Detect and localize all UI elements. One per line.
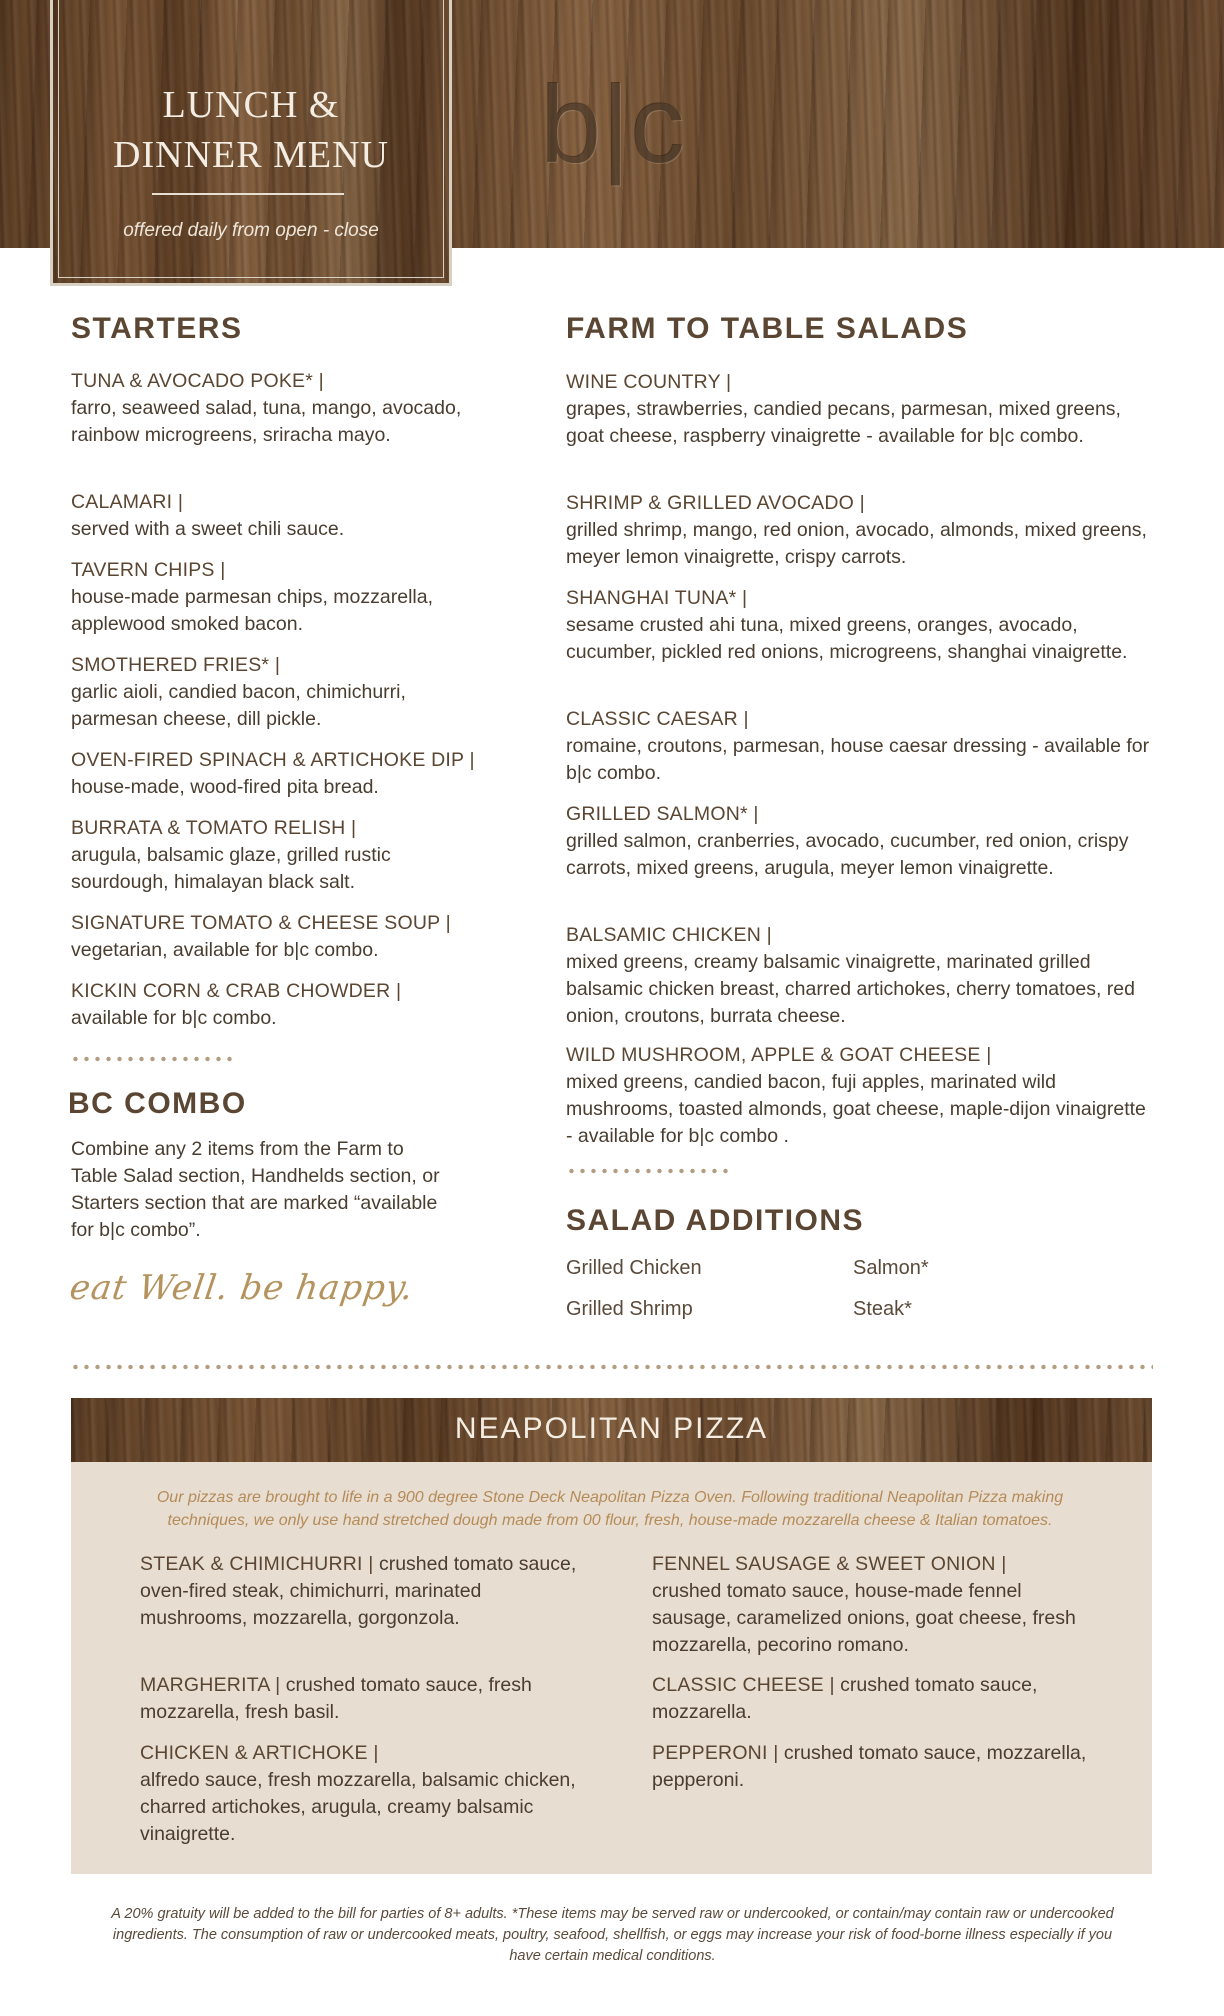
footer-disclaimer: A 20% gratuity will be added to the bill for parties of 8+ adults. *These items may be served raw or undercooked, or contain/may contain raw or undercooked ingredients. The consumption of raw or undercooked meats, poultry, seafood, shellfish, or eggs may increase your risk of food-borne illness especially if you have certain medical conditions.: [111, 1906, 1114, 1964]
pizza-item-desc: crushed tomato sauce, house-made fennel sausage, caramelized onions, goat cheese, fresh mozzarella, pecorino romano.: [652, 1580, 1076, 1656]
starter-item-desc: served with a sweet chili sauce.: [71, 518, 345, 540]
addition-item: Grilled Chicken: [566, 1257, 702, 1279]
pizza-item-desc: crushed tomato sauce, fresh mozzarella, fresh basil.: [140, 1674, 532, 1723]
starter-item-desc: arugula, balsamic glaze, grilled rustic sourdough, himalayan black salt.: [71, 844, 391, 893]
pizza-item: [140, 1672, 580, 1726]
pizza-item-name: PEPPERONI |: [652, 1742, 779, 1764]
salad-item-name: SHRIMP & GRILLED AVOCADO |: [566, 492, 865, 514]
pizza-item-name: MARGHERITA |: [140, 1674, 281, 1696]
pizza-item: [652, 1672, 1102, 1726]
starter-item: [71, 368, 471, 449]
salad-item: [566, 490, 1156, 571]
salad-item-desc: grilled shrimp, mango, red onion, avocado, almonds, mixed greens, meyer lemon vinaigrette, crispy carrots.: [566, 519, 1147, 568]
pizza-item-name: FENNEL SAUSAGE & SWEET ONION |: [652, 1553, 1007, 1575]
starter-item: [71, 815, 471, 896]
combo-title: BC COMBO: [68, 1087, 247, 1120]
pizza-item-desc: crushed tomato sauce, mozzarella.: [652, 1674, 1038, 1723]
starter-item-name: TAVERN CHIPS |: [71, 559, 226, 581]
salad-item: [566, 1042, 1156, 1150]
starter-item-name: SIGNATURE TOMATO & CHEESE SOUP |: [71, 912, 451, 934]
addition-item: Grilled Shrimp: [566, 1298, 693, 1320]
salad-item-desc: mixed greens, creamy balsamic vinaigrette, marinated grilled balsamic chicken breast, charred artichokes, cherry tomatoes, red onion, croutons, burrata cheese.: [566, 951, 1135, 1027]
menu-title: [52, 80, 450, 180]
dotted-divider: [566, 1168, 728, 1174]
tagline-signature: eat Well. be happy.: [67, 1268, 417, 1308]
starter-item: [71, 489, 471, 543]
pizza-item-desc: crushed tomato sauce, mozzarella, pepperoni.: [652, 1742, 1087, 1791]
dotted-divider-full: [70, 1364, 1153, 1370]
salad-item: [566, 585, 1156, 666]
salad-item-name: WILD MUSHROOM, APPLE & GOAT CHEESE |: [566, 1044, 992, 1066]
starter-item: [71, 747, 491, 801]
pizza-item-name: CHICKEN & ARTICHOKE |: [140, 1742, 379, 1764]
pizza-item-name: STEAK & CHIMICHURRI |: [140, 1553, 374, 1575]
pizza-item: [140, 1551, 580, 1632]
salad-item-desc: grapes, strawberries, candied pecans, parmesan, mixed greens, goat cheese, raspberry vinaigrette - available for b|c combo.: [566, 398, 1121, 447]
pizza-item-desc: crushed tomato sauce, oven-fired steak, chimichurri, marinated mushrooms, mozzarella, gorgonzola.: [140, 1553, 577, 1629]
starter-item-desc: house-made, wood-fired pita bread.: [71, 776, 379, 798]
combo-description: Combine any 2 items from the Farm to Table Salad section, Handhelds section, or Starters section that are marked “available for b|c combo”.: [71, 1138, 440, 1241]
salad-item: [566, 922, 1156, 1030]
starter-item-name: TUNA & AVOCADO POKE* |: [71, 370, 324, 392]
pizza-title: NEAPOLITAN PIZZA: [454, 1412, 769, 1445]
starter-item-desc: vegetarian, available for b|c combo.: [71, 939, 379, 961]
starter-item: [71, 910, 491, 964]
salad-item-name: CLASSIC CAESAR |: [566, 708, 749, 730]
starter-item: [71, 557, 471, 638]
starter-item-name: CALAMARI |: [71, 491, 184, 513]
salad-item-name: WINE COUNTRY |: [566, 371, 732, 393]
starter-item-name: BURRATA & TOMATO RELISH |: [71, 817, 357, 839]
bc-logo: b|c: [540, 63, 685, 186]
starter-item: [71, 978, 491, 1032]
starter-item-desc: farro, seaweed salad, tuna, mango, avocado, rainbow microgreens, sriracha mayo.: [71, 397, 462, 446]
pizza-item-name: CLASSIC CHEESE |: [652, 1674, 835, 1696]
menu-title-line1: LUNCH &: [162, 84, 340, 126]
starter-item-name: OVEN-FIRED SPINACH & ARTICHOKE DIP |: [71, 749, 475, 771]
salad-item: [566, 706, 1156, 787]
menu-subtitle: offered daily from open - close: [123, 220, 379, 241]
pizza-item-desc: alfredo sauce, fresh mozzarella, balsamic chicken, charred artichokes, arugula, creamy balsamic vinaigrette.: [140, 1769, 576, 1845]
salad-item-desc: mixed greens, candied bacon, fuji apples, marinated wild mushrooms, toasted almonds, goat cheese, maple-dijon vinaigrette - available for b|c combo .: [566, 1071, 1146, 1147]
salads-title: FARM TO TABLE SALADS: [566, 312, 969, 345]
addition-item: Steak*: [853, 1298, 912, 1320]
dotted-divider: [70, 1056, 232, 1062]
title-divider: [152, 193, 344, 195]
salad-item: [566, 369, 1156, 450]
menu-title-line2: DINNER MENU: [113, 134, 389, 176]
salad-item-name: SHANGHAI TUNA* |: [566, 587, 748, 609]
starter-item-name: SMOTHERED FRIES* |: [71, 654, 281, 676]
starter-item: [71, 652, 471, 733]
starters-title: STARTERS: [71, 312, 243, 345]
starter-item-desc: garlic aioli, candied bacon, chimichurri, parmesan cheese, dill pickle.: [71, 681, 406, 730]
salad-item-name: GRILLED SALMON* |: [566, 803, 759, 825]
additions-title: SALAD ADDITIONS: [566, 1204, 865, 1237]
salad-item-name: BALSAMIC CHICKEN |: [566, 924, 772, 946]
starter-item-desc: house-made parmesan chips, mozzarella, applewood smoked bacon.: [71, 586, 434, 635]
starter-item-name: KICKIN CORN & CRAB CHOWDER |: [71, 980, 402, 1002]
pizza-item: [140, 1740, 580, 1848]
salad-item-desc: romaine, croutons, parmesan, house caesar dressing - available for b|c combo.: [566, 735, 1150, 784]
salad-item-desc: grilled salmon, cranberries, avocado, cucumber, red onion, crispy carrots, mixed greens, arugula, meyer lemon vinaigrette.: [566, 830, 1129, 879]
pizza-item: [652, 1740, 1102, 1794]
starter-item-desc: available for b|c combo.: [71, 1007, 277, 1029]
pizza-item: [652, 1551, 1102, 1659]
salad-item-desc: sesame crusted ahi tuna, mixed greens, oranges, avocado, cucumber, pickled red onions, microgreens, shanghai vinaigrette.: [566, 614, 1128, 663]
pizza-intro: Our pizzas are brought to life in a 900 degree Stone Deck Neapolitan Pizza Oven. Following traditional Neapolitan Pizza making techniques, we only use hand stretched dough made from 00 flour, fresh, house-made mozzarella cheese & Italian tomatoes.: [156, 1489, 1064, 1529]
addition-item: Salmon*: [853, 1257, 929, 1279]
salad-item: [566, 801, 1156, 882]
